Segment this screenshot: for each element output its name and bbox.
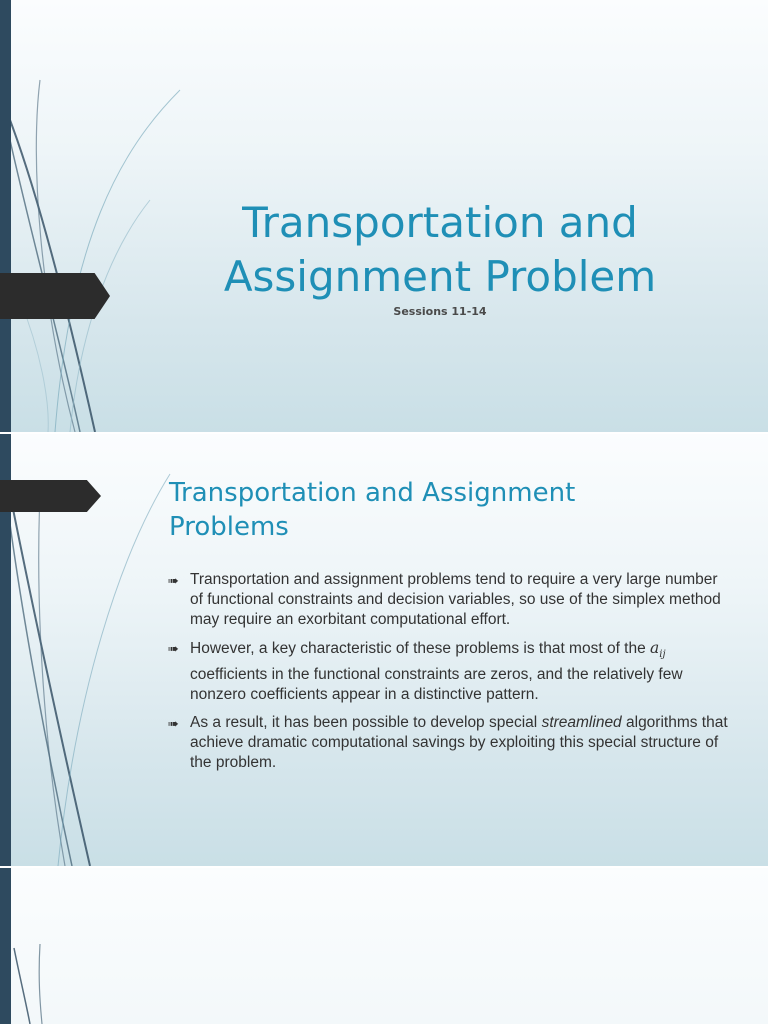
left-accent-bar [0, 868, 11, 1024]
math-symbol [650, 639, 666, 661]
arrow-right-icon: ➠ [168, 573, 179, 588]
bullet-text: However, a key characteristic of these problems is that most of the [190, 640, 646, 657]
chevron-tab-icon [0, 480, 101, 512]
title-slide [0, 0, 768, 432]
title-line-1: Transportation and Assignment [169, 478, 576, 508]
left-accent-bar [0, 0, 11, 432]
title-line-2: Assignment Problem [223, 252, 657, 301]
bullet-text: algorithms that achieve dramatic computational savings by exploiting this special structure of the problem. [190, 714, 728, 772]
arrow-right-icon: ➠ [168, 716, 179, 732]
chevron-tab-icon [0, 273, 110, 319]
bullet-text: As a result, it has been possible to develop special [190, 714, 538, 732]
emphasis-text: streamlined [541, 714, 622, 732]
content-slide [0, 434, 768, 866]
math-subscript: ij [659, 649, 666, 661]
bullet-list [168, 570, 728, 781]
bullet-item [168, 713, 728, 773]
slide-subtitle: Sessions 11-14 [393, 305, 487, 318]
bullet-text: Transportation and assignment problems tend to require a very large number of functional constraints and decision variables, so use of the simplex method may require an exorbitant computational effort. [190, 571, 721, 628]
arrow-right-icon: ➠ [168, 641, 179, 656]
decorative-swoosh [0, 868, 120, 1024]
bullet-text: coefficients in the functional constraints are zeros, and the relatively few nonzero coefficients appear in a distinctive pattern. [190, 666, 683, 704]
slide-title [160, 196, 720, 304]
math-base: a [650, 639, 660, 657]
slide-title [169, 476, 729, 544]
bullet-item [168, 570, 728, 630]
bullet-item [168, 638, 728, 705]
partial-slide [0, 868, 768, 1024]
title-line-1: Transportation and [242, 198, 638, 247]
title-line-2: Problems [169, 512, 289, 542]
